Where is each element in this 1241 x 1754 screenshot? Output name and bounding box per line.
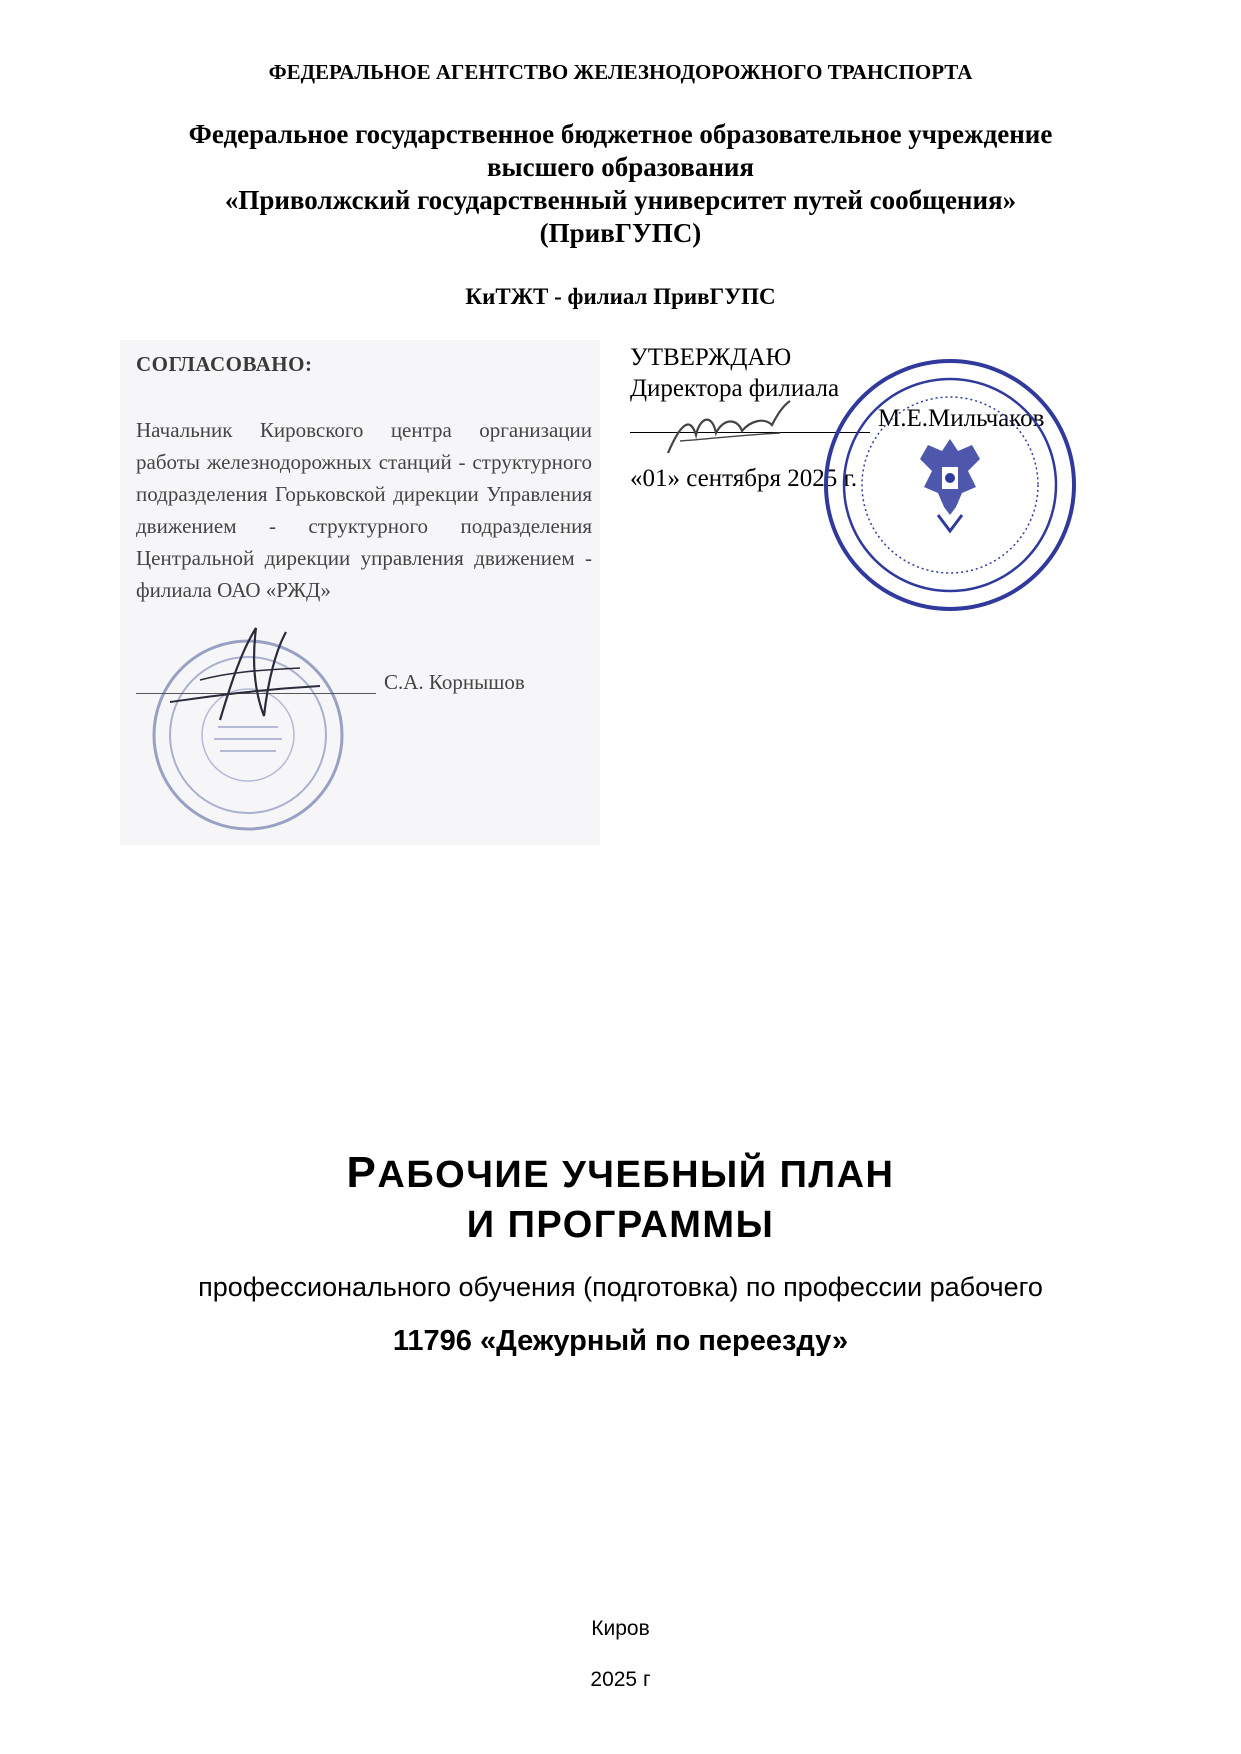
official-seal-icon: [820, 355, 1080, 615]
agreed-signature-icon: [160, 620, 330, 730]
institution-line: (ПривГУПС): [539, 218, 702, 248]
approve-role: Директора филиала: [630, 375, 840, 402]
city: Киров: [591, 1617, 650, 1640]
document-title-line1-rest: АБОЧИЕ УЧЕБНЫЙ ПЛАН: [377, 1154, 895, 1196]
approve-signer-name: М.Е.Мильчаков: [878, 405, 1045, 432]
institution-line: Федеральное государственное бюджетное образовательное учреждение: [188, 119, 1053, 149]
agency-name: ФЕДЕРАЛЬНОЕ АГЕНТСТВО ЖЕЛЕЗНОДОРОЖНОГО ТРАНСПОРТА: [268, 60, 973, 84]
document-title-line2: И ПРОГРАММЫ: [466, 1204, 775, 1246]
institution-name: [0, 118, 1241, 250]
institution-line: «Приволжский государственный университет путей сообщения»: [224, 185, 1017, 215]
approve-signature-icon: [660, 395, 800, 465]
document-title: [0, 1148, 1241, 1250]
profession-name: 11796 «Дежурный по переезду»: [392, 1325, 849, 1357]
approve-title: УТВЕРЖДАЮ: [630, 344, 792, 371]
agreed-signer-name: С.А. Корнышов: [384, 670, 525, 694]
document-title-initial: Р: [346, 1148, 378, 1197]
approve-date: «01» сентября 2025 г.: [630, 465, 858, 492]
agreed-position-text: Начальник Кировского центра организации работы железнодорожных станций - структурного подразделения Горьковской дирекции Управления движением - структурного подразделения Центральной дирекции управления движением - филиала ОАО «РЖД»: [136, 418, 592, 602]
document-title-line1: [0, 1148, 1241, 1200]
branch-name: КиТЖТ - филиал ПривГУПС: [465, 284, 776, 309]
document-subtitle: профессионального обучения (подготовка) по профессии рабочего: [198, 1272, 1043, 1302]
year: 2025 г: [590, 1668, 651, 1691]
agreed-title: СОГЛАСОВАНО:: [136, 352, 313, 376]
institution-line: высшего образования: [486, 152, 755, 182]
